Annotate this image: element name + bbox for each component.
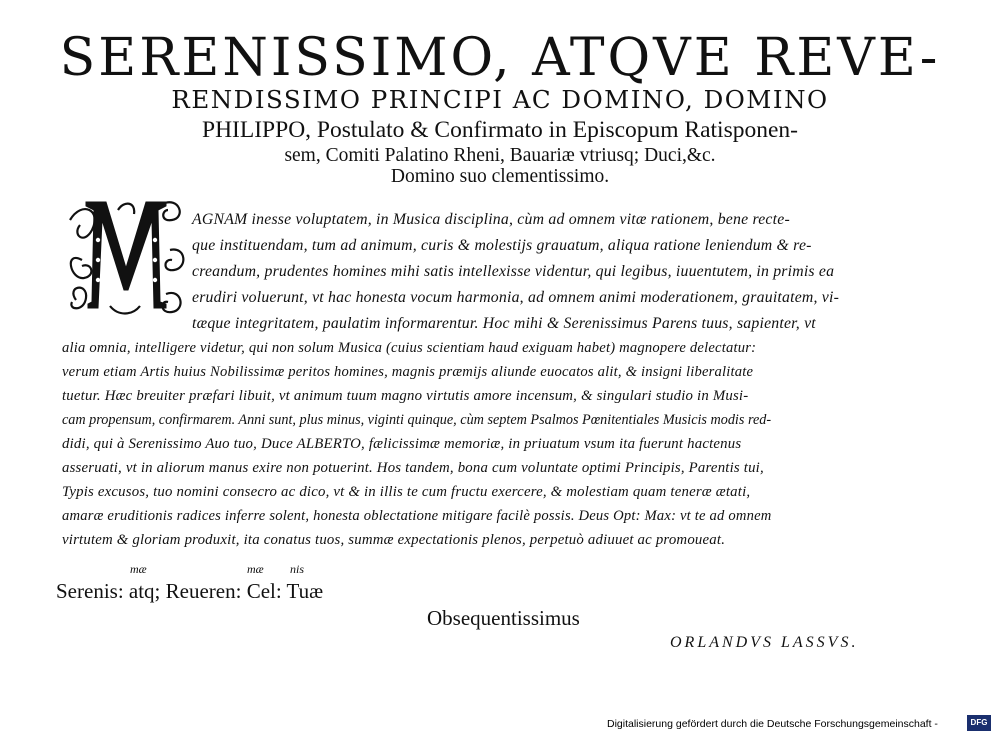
ornamental-initial-m-icon [62,190,190,322]
heading-line-2: RENDISSIMO PRINCIPI AC DOMINO, DOMINO [171,85,829,114]
body-line: creandum, prudentes homines mihi satis intellexisse videntur, qui legibus, iuuentutem, in primis ea [192,263,835,280]
dfg-logo-icon: DFG [967,715,991,731]
superscript: nis [290,562,305,576]
author-signature: ORLANDVS LASSVS. [670,634,859,651]
body-line: erudiri voluerunt, vt hac honesta vocum harmonia, ad omnem animi moderationem, grauitatem, vi- [192,289,840,306]
heading-line-3: PHILIPPO, Postulato & Confirmato in Episcopum Ratisponen- [202,117,798,143]
body-line: virtutem & gloriam produxit, ita conatus tuos, summæ expectationis plenos, perpetuò adiuuet ac promoueat. [62,532,726,548]
body-line: cam propensum, confirmarem. Anni sunt, plus minus, viginti quinque, cùm septem Psalmos Pœnitentiales Musicis modis red- [62,412,772,428]
heading-line-4: sem, Comiti Palatino Rheni, Bauariæ vtriusq; Duci,&c. [284,145,716,166]
superscript: mæ [247,562,264,576]
body-line: Typis excusos, tuo nomini consecro ac dico, vt & in illis te cum fructu exercere, & molestiam quam teneræ ætati, [62,484,751,500]
body-line: alia omnia, intelligere videtur, qui non solum Musica (cuius scientiam haud exiguam habet) magnopere delectatur: [62,340,757,356]
body-line: verum etiam Artis huius Nobilissimæ peritos homines, magnis præmijs aliunde euocatos alit, & insigni liberalitate [62,364,754,380]
body-line: amaræ eruditionis radices inferre solent, honesta oblectatione mitigare facilè possis. Deus Opt: Max: vt te ad omnem [62,508,772,524]
body-line: tuetur. Hæc breuiter præfari libuit, vt animum tuum magno virtutis amore incensum, & singulari studio in Musi- [62,388,749,404]
subscription: Obsequentissimus [427,606,580,630]
body-line: que instituendam, tum ad animum, curis & molestijs grauatum, aliqua ratione leniendum & re- [192,237,812,254]
closing-line: Serenis: atq; Reueren: Cel: Tuæ [56,579,324,603]
body-line: asseruati, vt in aliorum manus exire non potuerint. Hos tandem, bona cum voluntate optimi Principis, Parentis tui, [62,460,764,476]
body-line: didi, qui à Serenissimo Auo tuo, Duce ALBERTO, fælicissimæ memoriæ, in priuatum vsum ita fuerunt hactenus [62,436,742,452]
body-line: AGNAM inesse voluptatem, in Musica disciplina, cùm ad omnem vitæ rationem, bene recte- [192,211,790,228]
superscript: mæ [130,562,147,576]
digitization-credit: Digitalisierung gefördert durch die Deutsche Forschungsgemeinschaft - [607,718,938,730]
body-line: tæque integritatem, paulatim informarentur. Hoc mihi & Serenissimus Parens tuus, sapienter, vt [192,315,816,332]
heading-line-5: Domino suo clementissimo. [390,166,610,187]
heading-line-1: SERENISSIMO, ATQVE REVE- [59,28,941,88]
